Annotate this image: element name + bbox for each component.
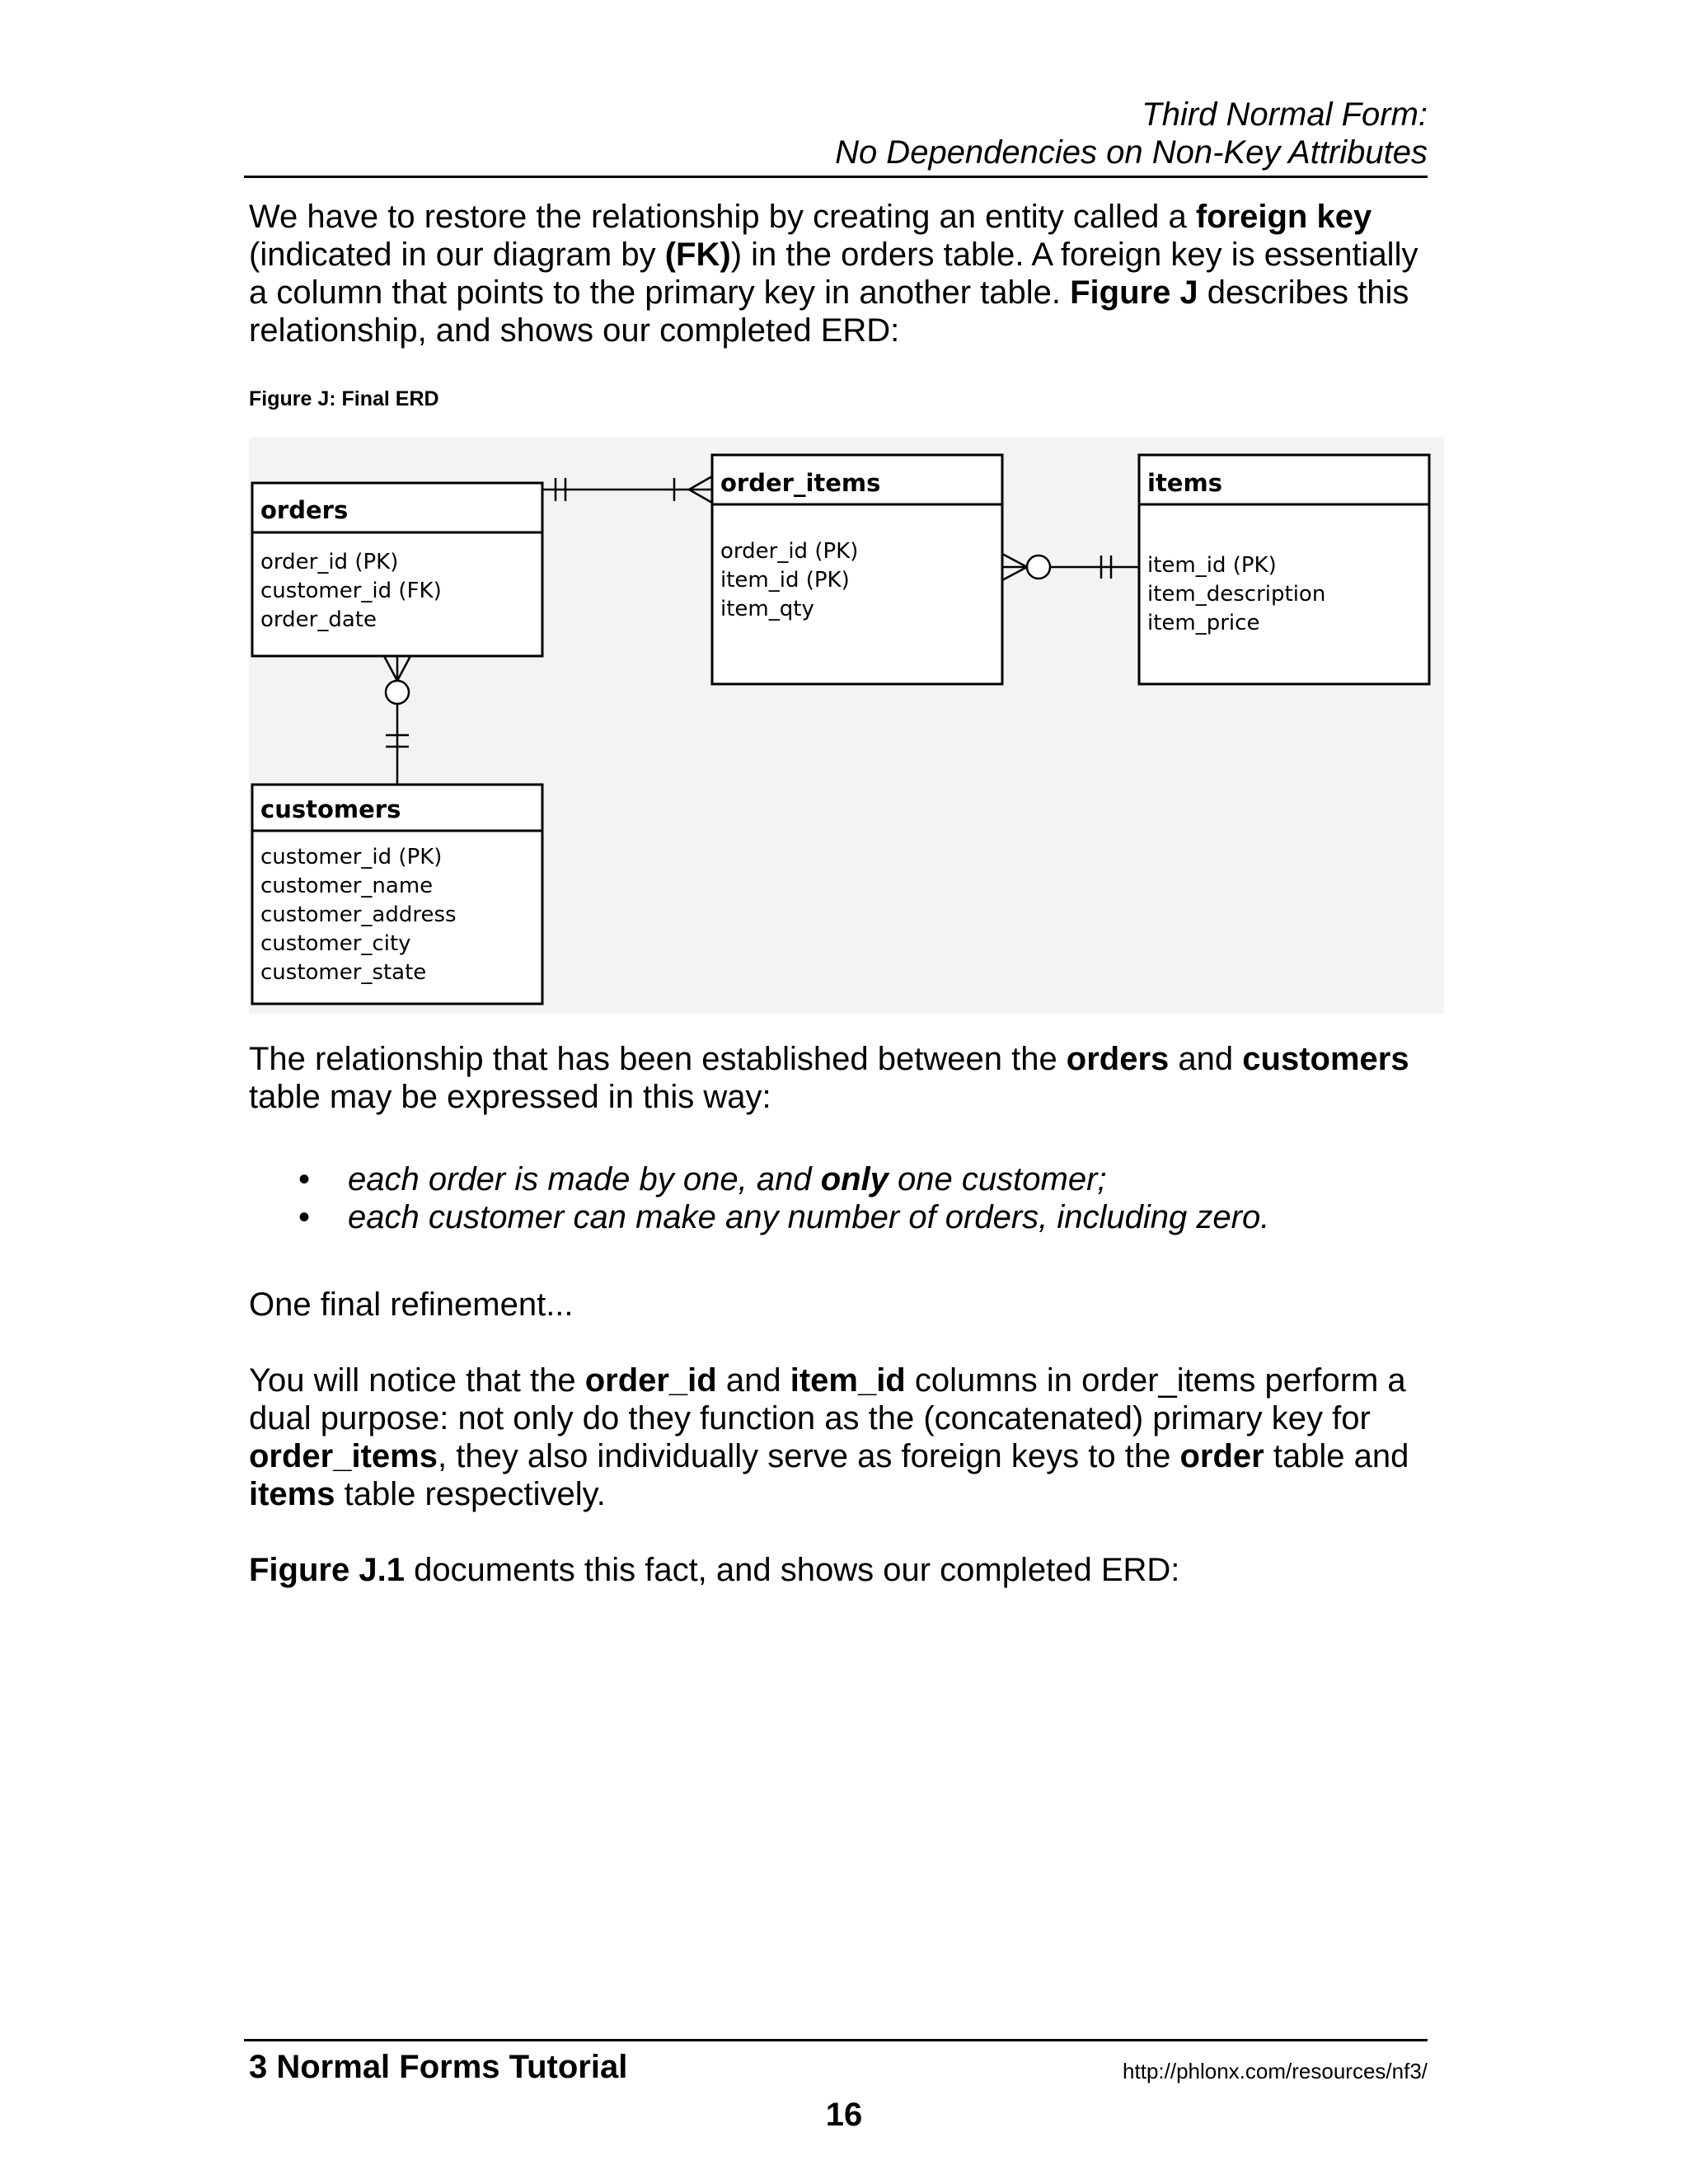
relationship-bullets [249,1160,1269,1236]
bullet-item-2 [249,1198,1269,1236]
order-items-title: order_items [720,469,881,497]
relationship-text-1: The relationship that has been established between the [249,1041,1067,1077]
term-customers: customers [1242,1041,1409,1077]
order-items-field-2: item_id (PK) [720,568,850,593]
term-items: items [249,1476,335,1512]
figure-j1-text: documents this fact, and shows our completed ERD: [404,1552,1180,1588]
order-items-field-3: item_qty [720,597,814,621]
refinement-paragraph: One final refinement... [249,1286,574,1323]
bullet-1-emphasis: only [820,1161,889,1197]
customers-field-2: customer_name [260,874,434,898]
footer-rule [244,2039,1428,2041]
page-number: 16 [825,2097,863,2133]
orders-title: orders [260,496,349,524]
term-figure-j: Figure J [1070,274,1198,311]
notice-text-5: table and [1264,1438,1409,1474]
term-item-id: item_id [790,1362,906,1399]
intro-text-1: We have to restore the relationship by creating an entity called a [249,199,1196,235]
relationship-text-3: table may be expressed in this way: [249,1079,771,1115]
figure-caption: Figure J: Final ERD [249,387,439,410]
term-foreign-key: foreign key [1195,199,1372,235]
notice-text-1: You will notice that the [249,1362,585,1399]
footer-url: http://phlonx.com/resources/nf3/ [1123,2059,1428,2083]
items-title: items [1147,469,1222,497]
notice-paragraph [249,1361,1428,1513]
term-order-id: order_id [584,1362,717,1399]
customers-field-4: customer_city [260,931,411,956]
bullet-marker-1: • [298,1161,311,1197]
intro-text-2: (indicated in our diagram by [249,237,665,273]
header-line-1: Third Normal Form: [1142,96,1428,133]
running-header [244,96,1428,171]
orders-field-1: order_id (PK) [260,550,399,574]
intro-text-4: describes this relationship, and shows our completed ERD: [249,274,1409,349]
figure-j1-paragraph [249,1551,1428,1589]
term-fk: (FK) [664,237,731,273]
notice-text-4: , they also individually serve as foreign keys to the [437,1438,1180,1474]
term-order: order [1179,1438,1264,1474]
orders-field-3: order_date [260,607,377,632]
notice-text-6: table respectively. [335,1476,606,1512]
notice-text-2: and [716,1362,790,1399]
intro-text-3: ) in the orders table. A foreign key is essentially a column that points to the primary key in another table. [249,237,1418,311]
footer-title: 3 Normal Forms Tutorial [249,2049,628,2085]
intro-paragraph [249,198,1428,349]
bullet-2-text: each customer can make any number of orders, including zero. [348,1199,1270,1235]
orders-field-2: customer_id (FK) [260,579,442,603]
customers-title: customers [260,795,401,823]
relationship-text-2: and [1169,1041,1243,1077]
term-orders: orders [1066,1041,1170,1077]
term-order-items: order_items [249,1438,438,1474]
header-line-2: No Dependencies on Non-Key Attributes [835,134,1428,171]
order-items-field-1: order_id (PK) [720,539,859,564]
items-field-3: item_price [1147,611,1260,635]
customers-field-1: customer_id (PK) [260,845,443,869]
bullet-marker-2: • [298,1199,311,1235]
erd-diagram [249,437,1444,1014]
bullet-1-text-2: one customer; [888,1161,1107,1197]
notice-text-3: columns in order_items perform a dual purpose: not only do they function as the (concatenated) primary key for [249,1362,1406,1436]
term-figure-j1: Figure J.1 [249,1552,405,1588]
relationship-paragraph [249,1040,1428,1116]
customers-field-3: customer_address [260,902,457,927]
items-field-1: item_id (PK) [1147,553,1277,578]
items-field-2: item_description [1147,582,1326,607]
bullet-item-1 [249,1160,1269,1198]
bullet-1-text-1: each order is made by one, and [348,1161,821,1197]
header-rule [244,176,1428,178]
customers-field-5: customer_state [260,960,427,985]
